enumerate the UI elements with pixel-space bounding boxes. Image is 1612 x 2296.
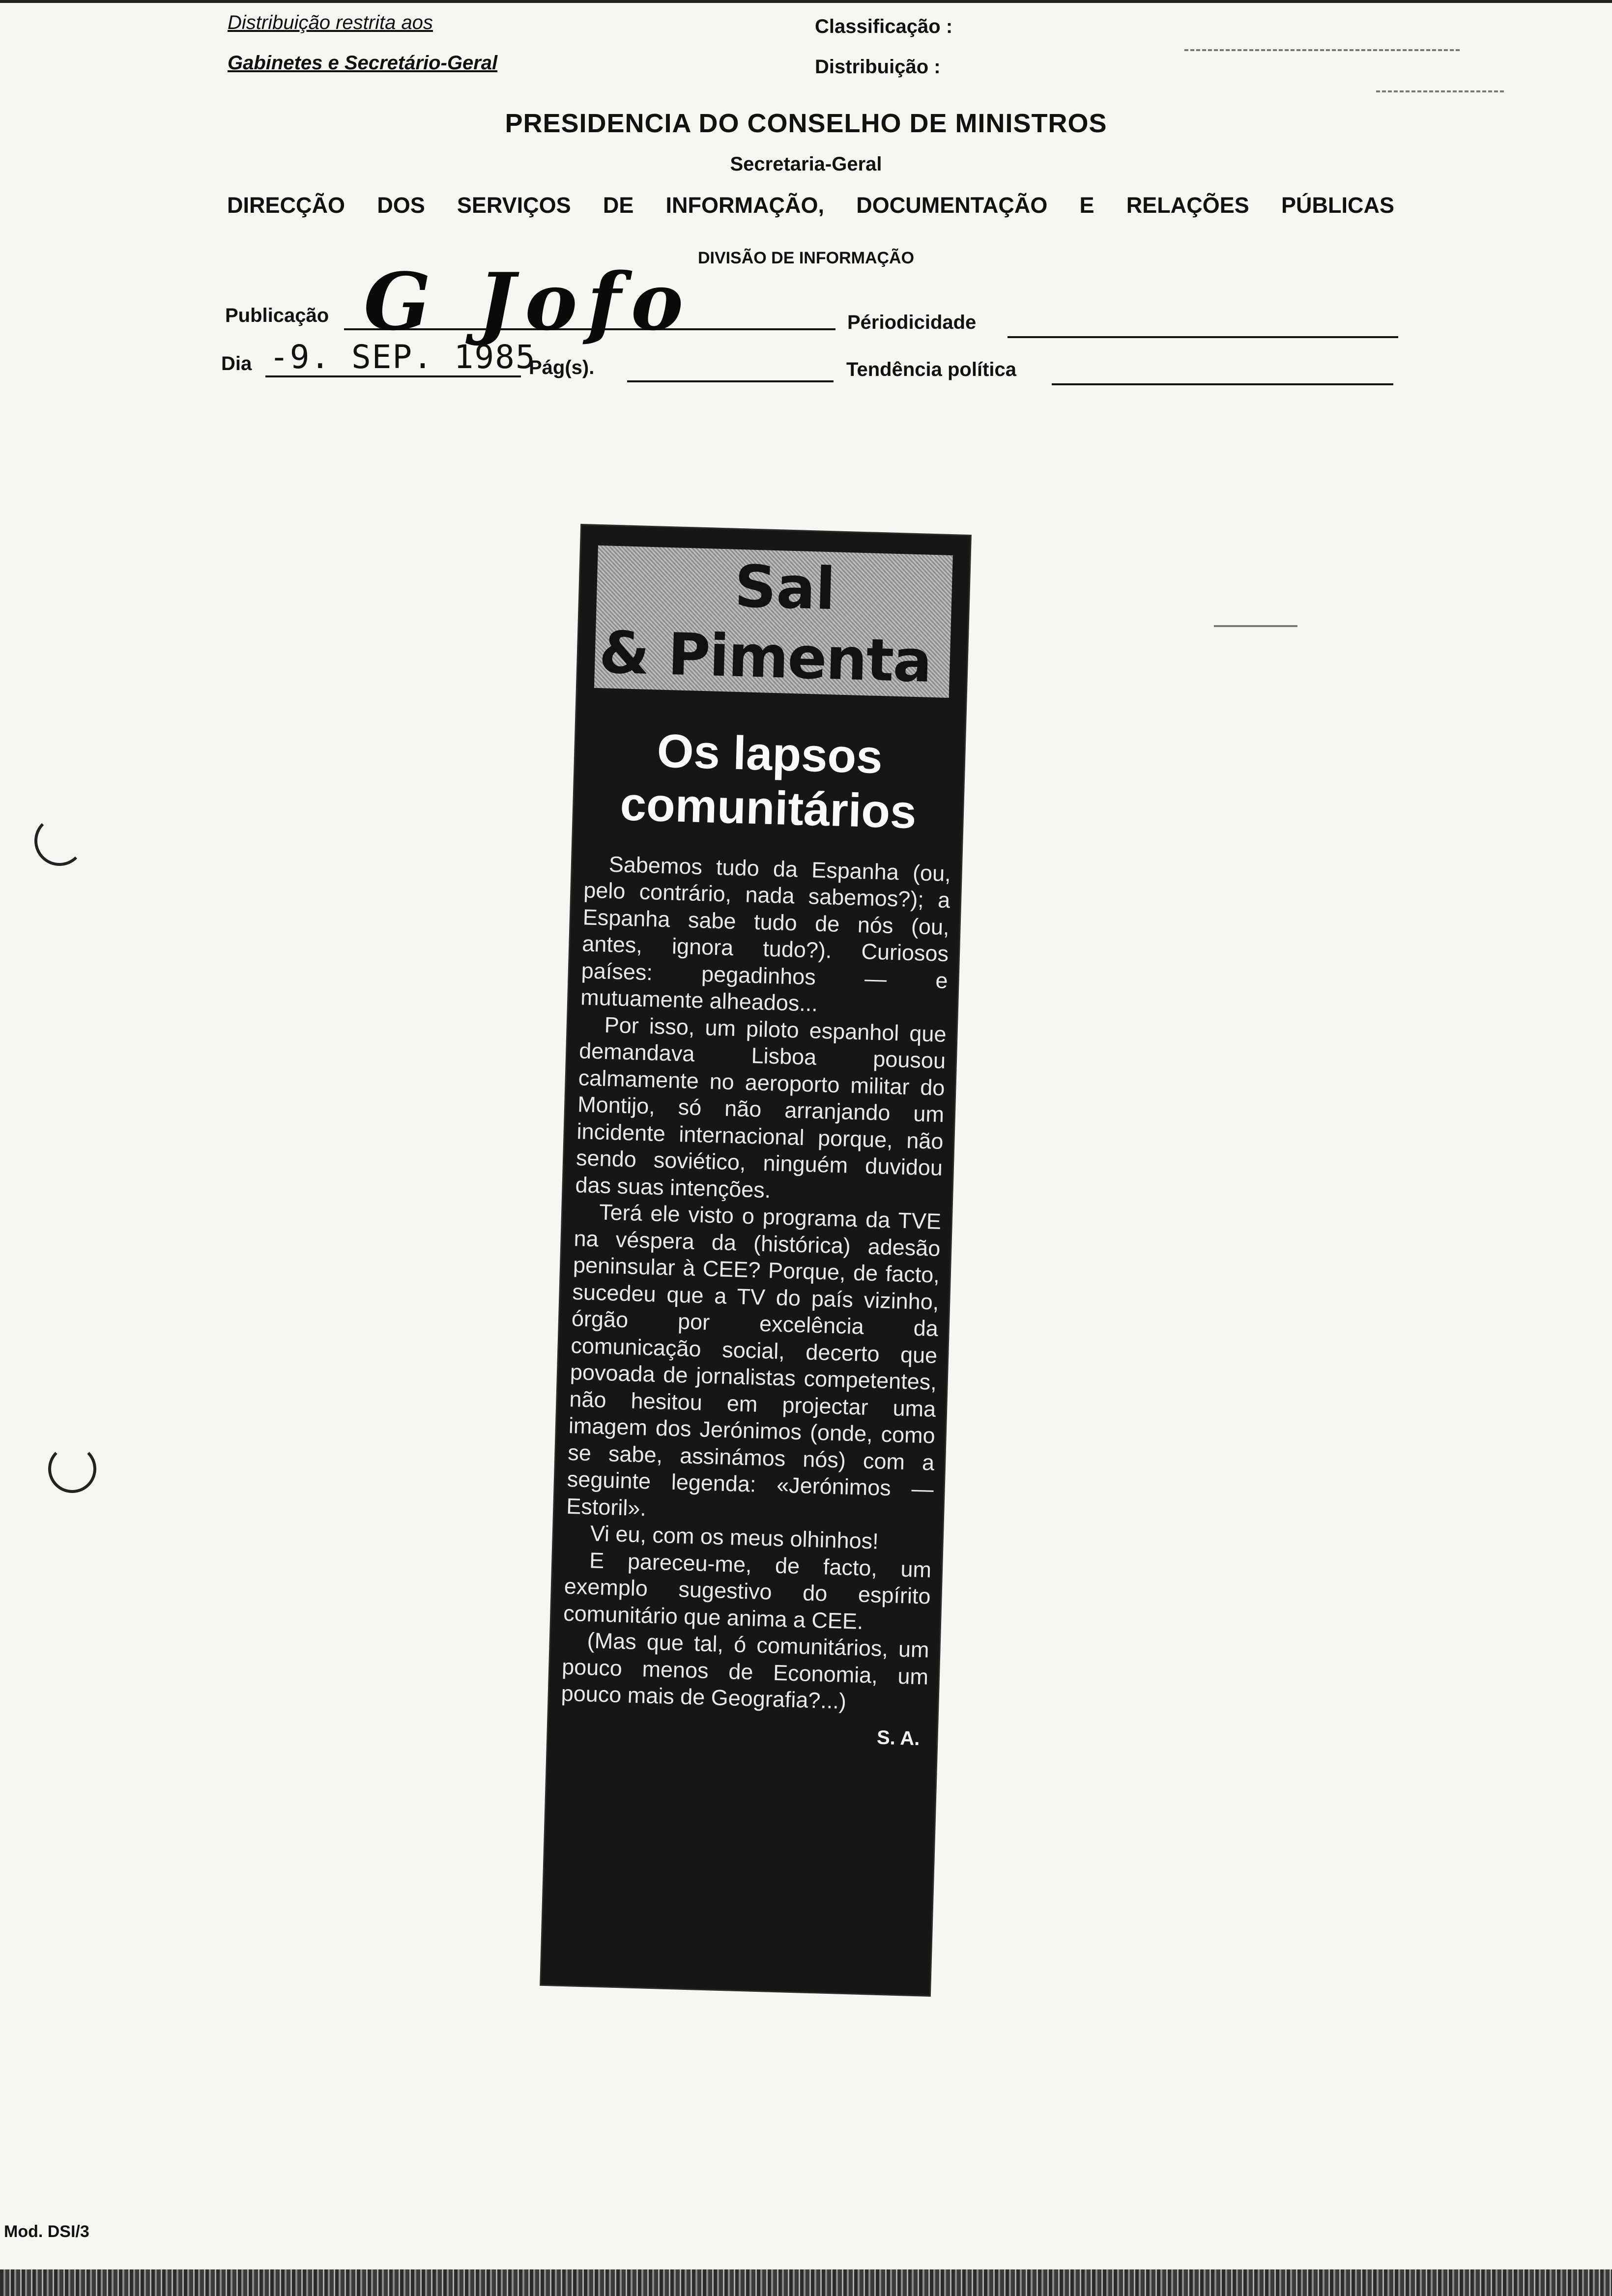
direccao-word: DIRECÇÃO — [227, 193, 345, 218]
direccao-word: DE — [603, 193, 634, 218]
distribuicao-label: Distribuição : — [815, 56, 941, 78]
letterhead-subtitle: Secretaria-Geral — [730, 153, 882, 175]
punch-hole-mark — [34, 816, 85, 866]
direccao-word: DOS — [377, 193, 425, 218]
direccao-word: RELAÇÕES — [1126, 193, 1249, 218]
headline-line1: Os lapsos — [656, 724, 884, 784]
headline-line2: comunitários — [619, 777, 917, 839]
classificacao-field-line — [1184, 49, 1460, 51]
article-headline — [574, 722, 965, 841]
direccao-word: SERVIÇOS — [457, 193, 571, 218]
article-paragraph: Por isso, um piloto espanhol que demandava Lisboa pousou calmamente no aeroporto militar do Montijo, só não arranjando um incidente internacional porque, não sendo soviético, ninguém duvidou das suas intenções. — [575, 1012, 947, 1203]
tendencia-label: Tendência política — [846, 359, 1016, 380]
article-paragraph: Sabemos tudo da Espanha (ou, pelo contrário, nada sabemos?); a Espanha sabe tudo de nós (ou, antes, ignora tudo?). Curiosos países: pegadinhos — e mutuamente alheados... — [580, 851, 951, 1017]
date-stamp: -9. SEP. 1985 — [269, 338, 536, 376]
letterhead-title: PRESIDENCIA DO CONSELHO DE MINISTROS — [505, 109, 1107, 138]
direccao-word: DOCUMENTAÇÃO — [856, 193, 1048, 218]
publicacao-handwritten-value: G Jofo — [364, 256, 693, 348]
section-logo — [594, 545, 953, 698]
direccao-word: E — [1079, 193, 1094, 218]
article-signature: S. A. — [876, 1726, 921, 1750]
restricted-distribution-line2: Gabinetes e Secretário-Geral — [228, 52, 498, 74]
newspaper-clipping — [541, 525, 970, 1995]
form-code: Mod. DSI/3 — [4, 2222, 89, 2241]
article-paragraph: E pareceu-me, de facto, um exemplo sugestivo do espírito comunitário que anima a CEE. — [563, 1548, 932, 1634]
tendencia-field-line — [1052, 383, 1393, 385]
dia-label: Dia — [221, 353, 252, 374]
classificacao-label: Classificação : — [815, 16, 953, 37]
punch-hole-mark — [48, 1445, 96, 1493]
direccao-line — [227, 193, 1394, 218]
article-paragraph: Terá ele visto o programa da TVE na véspera da (histórica) adesão peninsular à CEE? Porque, de facto, sucedeu que a TV do país vizinho, órgão por excelência da comunicação social, decerto que povoada de jornalistas competentes, não hesitou em projectar uma imagem dos Jerónimos (onde, como se sabe, assinámos nós) com a seguinte legenda: «Jerónimos — Estoril». — [566, 1199, 942, 1521]
pag-field-line — [627, 380, 834, 382]
article-paragraph: (Mas que tal, ó comunitários, um pouco menos de Economia, um pouco mais de Geografia?...) — [561, 1628, 930, 1714]
periodicidade-label: Périodicidade — [847, 312, 977, 333]
article-paragraph: Vi eu, com os meus olhinhos! — [590, 1521, 879, 1554]
distribuicao-field-line — [1376, 90, 1504, 92]
article-body — [561, 850, 951, 1717]
direccao-word: PÚBLICAS — [1281, 193, 1394, 218]
pag-label: Pág(s). — [529, 357, 595, 378]
restricted-distribution-line1: Distribuição restrita aos — [228, 12, 433, 33]
periodicidade-field-line — [1008, 336, 1398, 338]
section-logo-line1: Sal — [733, 552, 836, 623]
scan-mark-line — [1214, 625, 1297, 627]
publicacao-label: Publicação — [225, 305, 329, 326]
section-logo-line2: & Pimenta — [598, 618, 932, 695]
direccao-word: INFORMAÇÃO, — [665, 193, 825, 218]
divisao-heading: DIVISÃO DE INFORMAÇÃO — [697, 249, 915, 267]
scan-bottom-band — [0, 2269, 1612, 2296]
top-border-line — [0, 0, 1612, 3]
